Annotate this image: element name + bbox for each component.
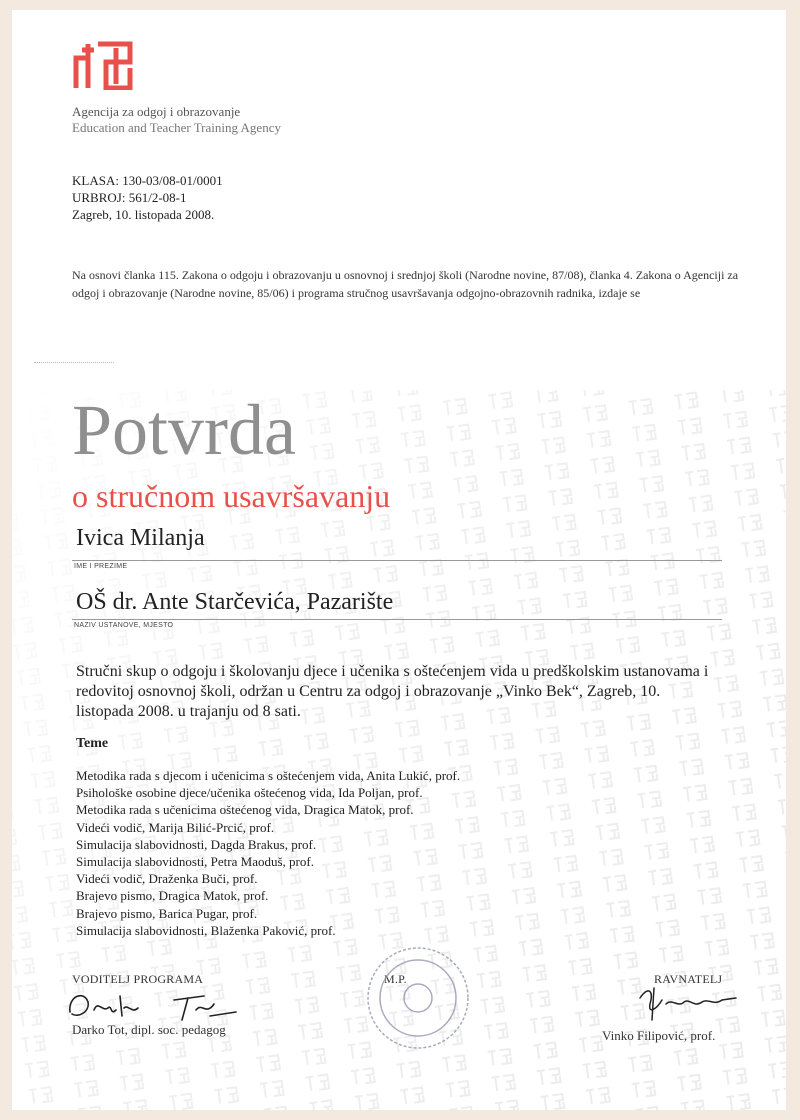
list-item: Metodika rada s djecom i učenicima s oštećenjem vida, Anita Lukić, prof. <box>76 768 461 783</box>
place-date: Zagreb, 10. listopada 2008. <box>72 207 215 222</box>
list-item: Videći vodič, Marija Bilić-Prcić, prof. <box>76 819 275 835</box>
institution-name: OŠ dr. Ante Starčevića, Pazarište <box>76 589 394 615</box>
list-item: Metodika rada s učenicima oštećenog vida, Dragica Matok, prof. <box>76 802 414 818</box>
list-item: Simulacija slabovidnosti, Petra Maoduš, prof. <box>76 854 314 870</box>
name-caption: IME I PREZIME <box>74 563 128 570</box>
list-item: Brajevo pismo, Barica Pugar, prof. <box>76 905 258 921</box>
institution-rule <box>72 619 722 620</box>
list-item: Brajevo pismo, Dragica Matok, prof. <box>76 888 269 904</box>
agency-name-en: Education and Teacher Training Agency <box>72 120 281 135</box>
certificate-page <box>12 10 786 1110</box>
list-item: Psihološke osobine djece/učenika oštećenog vida, Ida Poljan, prof. <box>76 785 423 801</box>
institution-caption: NAZIV USTANOVE, MJESTO <box>74 622 174 629</box>
legal-intro: Na osnovi članka 115. Zakona o odgoju i obrazovanju u osnovnoj i srednjoj školi (Narodne novine, 87/08), članka 4. Zakona o Agenciji za odgoj i obrazovanje (Narodne novine, 85/06) i programa stručnog usavršavanja odgojno-obrazovnih radnika, izdaje se <box>72 268 739 300</box>
dotted-divider <box>34 362 114 363</box>
event-description: Stručni skup o odgoju i školovanju djece i učenika s oštećenjem vida u predškolskim ustanovama i redovitoj osnovnoj školi, održan u Centru za odgoj i obrazovanje „Vinko Bek“, Zagreb, 10. listopada 2008. u trajanju od 8 sati. <box>76 663 709 720</box>
name-rule <box>72 560 722 561</box>
topics-heading: Teme <box>76 736 109 751</box>
urbroj: URBROJ: 561/2-08-1 <box>72 190 187 205</box>
recipient-name: Ivica Milanja <box>76 525 205 551</box>
list-item: Simulacija slabovidnosti, Blaženka Paković, prof. <box>76 922 336 938</box>
agency-name <box>72 104 281 136</box>
director-name: Vinko Filipović, prof. <box>602 1028 716 1043</box>
topics-list <box>76 767 460 939</box>
leader-name: Darko Tot, dipl. soc. pedagog <box>72 1022 226 1037</box>
document-meta <box>72 172 223 223</box>
official-seal-icon <box>362 942 474 1054</box>
director-label: RAVNATELJ <box>654 972 723 986</box>
list-item: Videći vodič, Draženka Buči, prof. <box>76 871 258 887</box>
seal-label: M.P. <box>384 972 407 986</box>
agency-logo-icon <box>72 40 136 90</box>
klasa: KLASA: 130-03/08-01/0001 <box>72 173 223 188</box>
document-title: Potvrda <box>72 390 296 470</box>
leader-signature-icon <box>64 982 244 1026</box>
director-signature-icon <box>632 980 742 1024</box>
leader-label: VODITELJ PROGRAMA <box>72 972 204 986</box>
agency-name-hr: Agencija za odgoj i obrazovanje <box>72 104 241 119</box>
document-subtitle: o stručnom usavršavanju <box>72 478 391 514</box>
list-item: Simulacija slabovidnosti, Dagda Brakus, prof. <box>76 836 317 852</box>
